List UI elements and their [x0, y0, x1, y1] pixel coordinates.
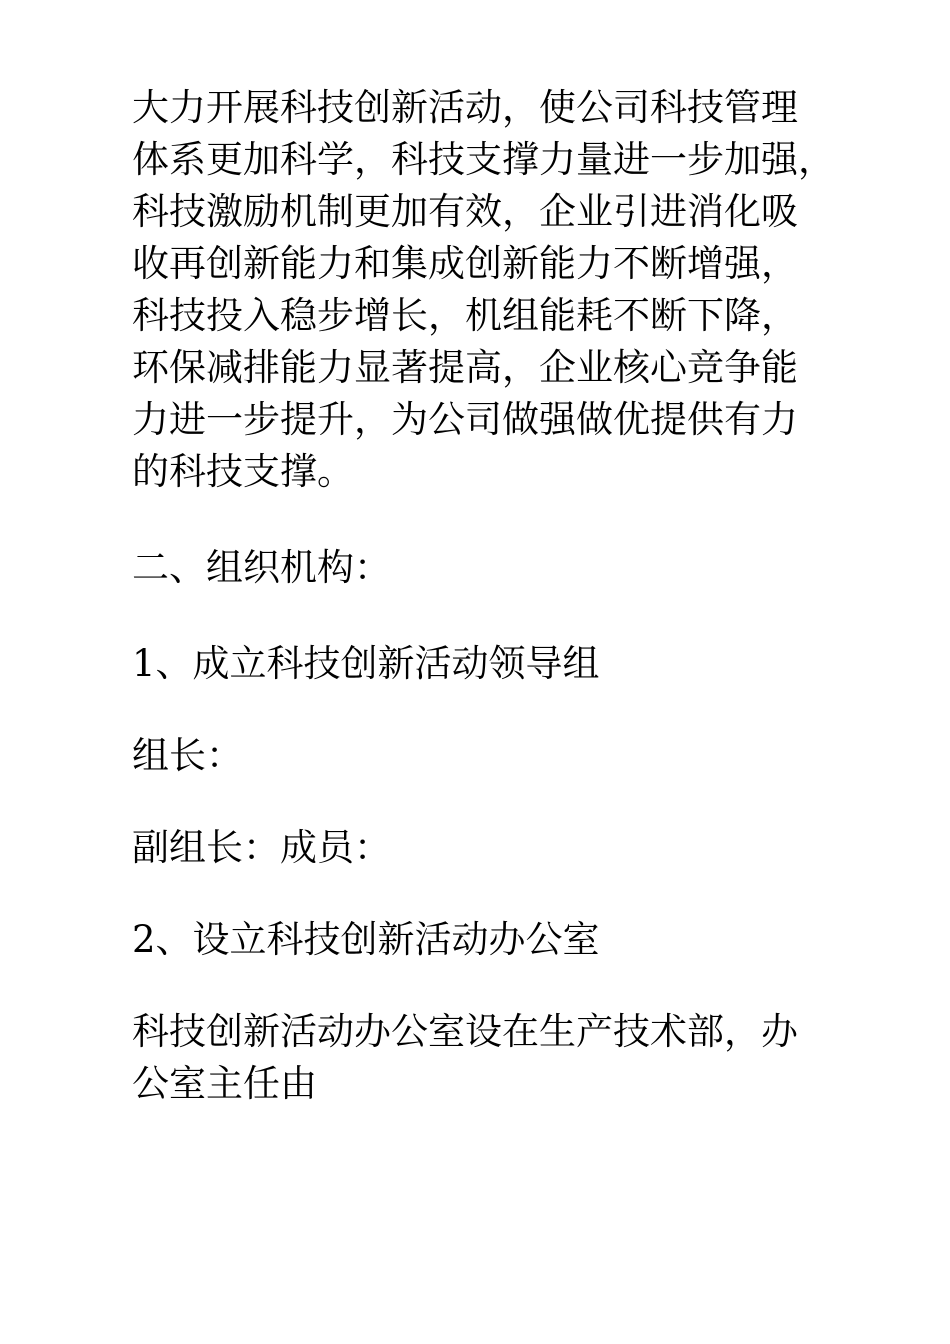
item1-heading: 1、成立科技创新活动领导组 — [132, 642, 600, 685]
document-page — [132, 82, 862, 1110]
intro-line: 体系更加科学，科技支撑力量进一步加强， — [132, 138, 835, 181]
intro-line: 的科技支撑。 — [132, 450, 354, 493]
members-label: 副组长：成员： — [132, 826, 391, 869]
intro-line: 力进一步提升，为公司做强做优提供有力 — [132, 398, 798, 441]
office-line: 公室主任由 — [132, 1062, 317, 1105]
section-heading: 二、组织机构： — [132, 546, 391, 589]
intro-line: 收再创新能力和集成创新能力不断增强， — [132, 242, 798, 285]
item2-heading: 2、设立科技创新活动办公室 — [132, 918, 600, 961]
intro-paragraph — [132, 82, 862, 498]
intro-line: 环保减排能力显著提高，企业核心竞争能 — [132, 346, 798, 389]
intro-line: 科技投入稳步增长，机组能耗不断下降， — [132, 294, 798, 337]
intro-line: 大力开展科技创新活动，使公司科技管理 — [132, 86, 798, 129]
leader-label: 组长： — [132, 734, 243, 777]
intro-line: 科技激励机制更加有效，企业引进消化吸 — [132, 190, 798, 233]
office-paragraph — [132, 1006, 862, 1110]
office-line: 科技创新活动办公室设在生产技术部，办 — [132, 1010, 798, 1053]
